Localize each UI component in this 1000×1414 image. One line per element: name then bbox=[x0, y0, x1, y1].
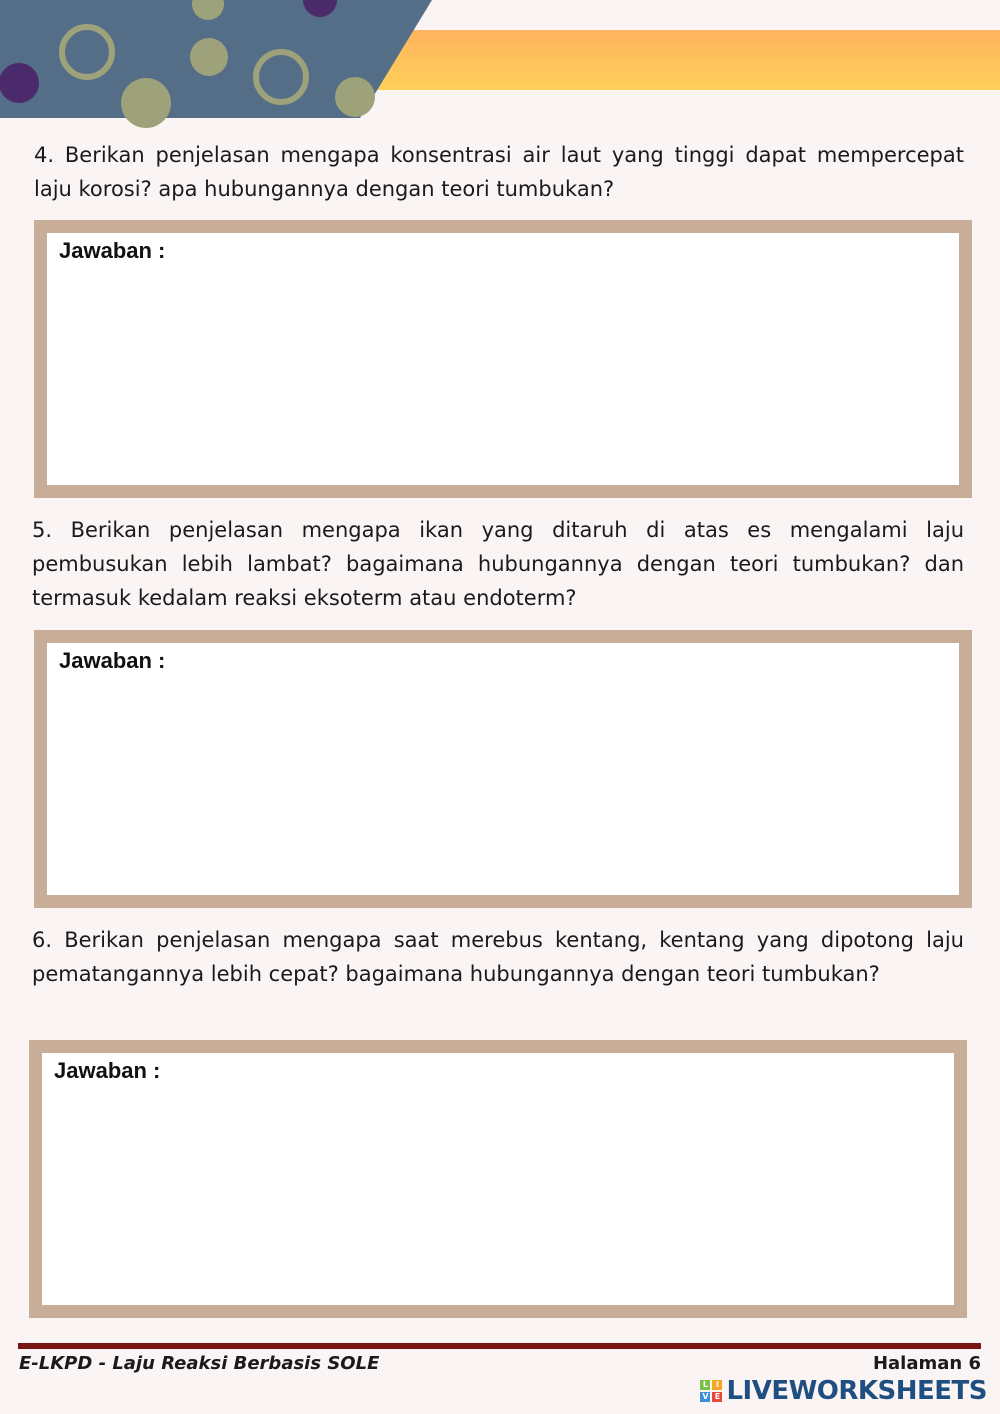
answer-box-4[interactable] bbox=[34, 220, 972, 498]
logo-letter-i: I bbox=[712, 1380, 722, 1390]
logo-letter-v: V bbox=[702, 1392, 709, 1401]
logo-letter-e: E bbox=[712, 1392, 722, 1402]
deco-dot bbox=[190, 38, 228, 76]
answer-input-4[interactable] bbox=[59, 273, 947, 473]
footer-divider bbox=[18, 1343, 981, 1349]
answer-label-4: Jawaban : bbox=[59, 238, 166, 263]
question-5-text: 5. Berikan penjelasan mengapa ikan yang ditaruh di atas es mengalami laju pembusukan lebih lambat? bagaimana hubungannya dengan teori tumbukan? dan termasuk kedalam reaksi eksoterm atau endoterm? bbox=[32, 518, 964, 610]
liveworksheets-wordmark: LIVEWORKSHEETS bbox=[726, 1376, 987, 1406]
liveworksheets-icon bbox=[700, 1380, 722, 1402]
liveworksheets-logo[interactable] bbox=[700, 1374, 987, 1408]
header-orange-band bbox=[360, 30, 1000, 90]
page-number: Halaman 6 bbox=[872, 1353, 981, 1374]
answer-input-5[interactable] bbox=[59, 683, 947, 883]
question-4-text: 4. Berikan penjelasan mengapa konsentrasi air laut yang tinggi dapat mempercepat laju korosi? apa hubungannya dengan teori tumbukan? bbox=[34, 143, 964, 201]
footer-title: E-LKPD - Laju Reaksi Berbasis SOLE bbox=[19, 1353, 380, 1374]
deco-dot bbox=[121, 78, 171, 128]
answer-label-6: Jawaban : bbox=[54, 1058, 161, 1083]
answer-input-6[interactable] bbox=[54, 1093, 942, 1293]
deco-dot bbox=[335, 77, 375, 117]
header-decoration bbox=[0, 0, 1000, 130]
answer-label-5: Jawaban : bbox=[59, 648, 166, 673]
answer-box-6[interactable] bbox=[29, 1040, 967, 1318]
deco-dot bbox=[0, 63, 39, 103]
logo-letter-l: L bbox=[700, 1380, 710, 1390]
question-6-text: 6. Berikan penjelasan mengapa saat merebus kentang, kentang yang dipotong laju pematangannya lebih cepat? bagaimana hubungannya dengan teori tumbukan? bbox=[32, 928, 964, 986]
answer-box-5[interactable] bbox=[34, 630, 972, 908]
